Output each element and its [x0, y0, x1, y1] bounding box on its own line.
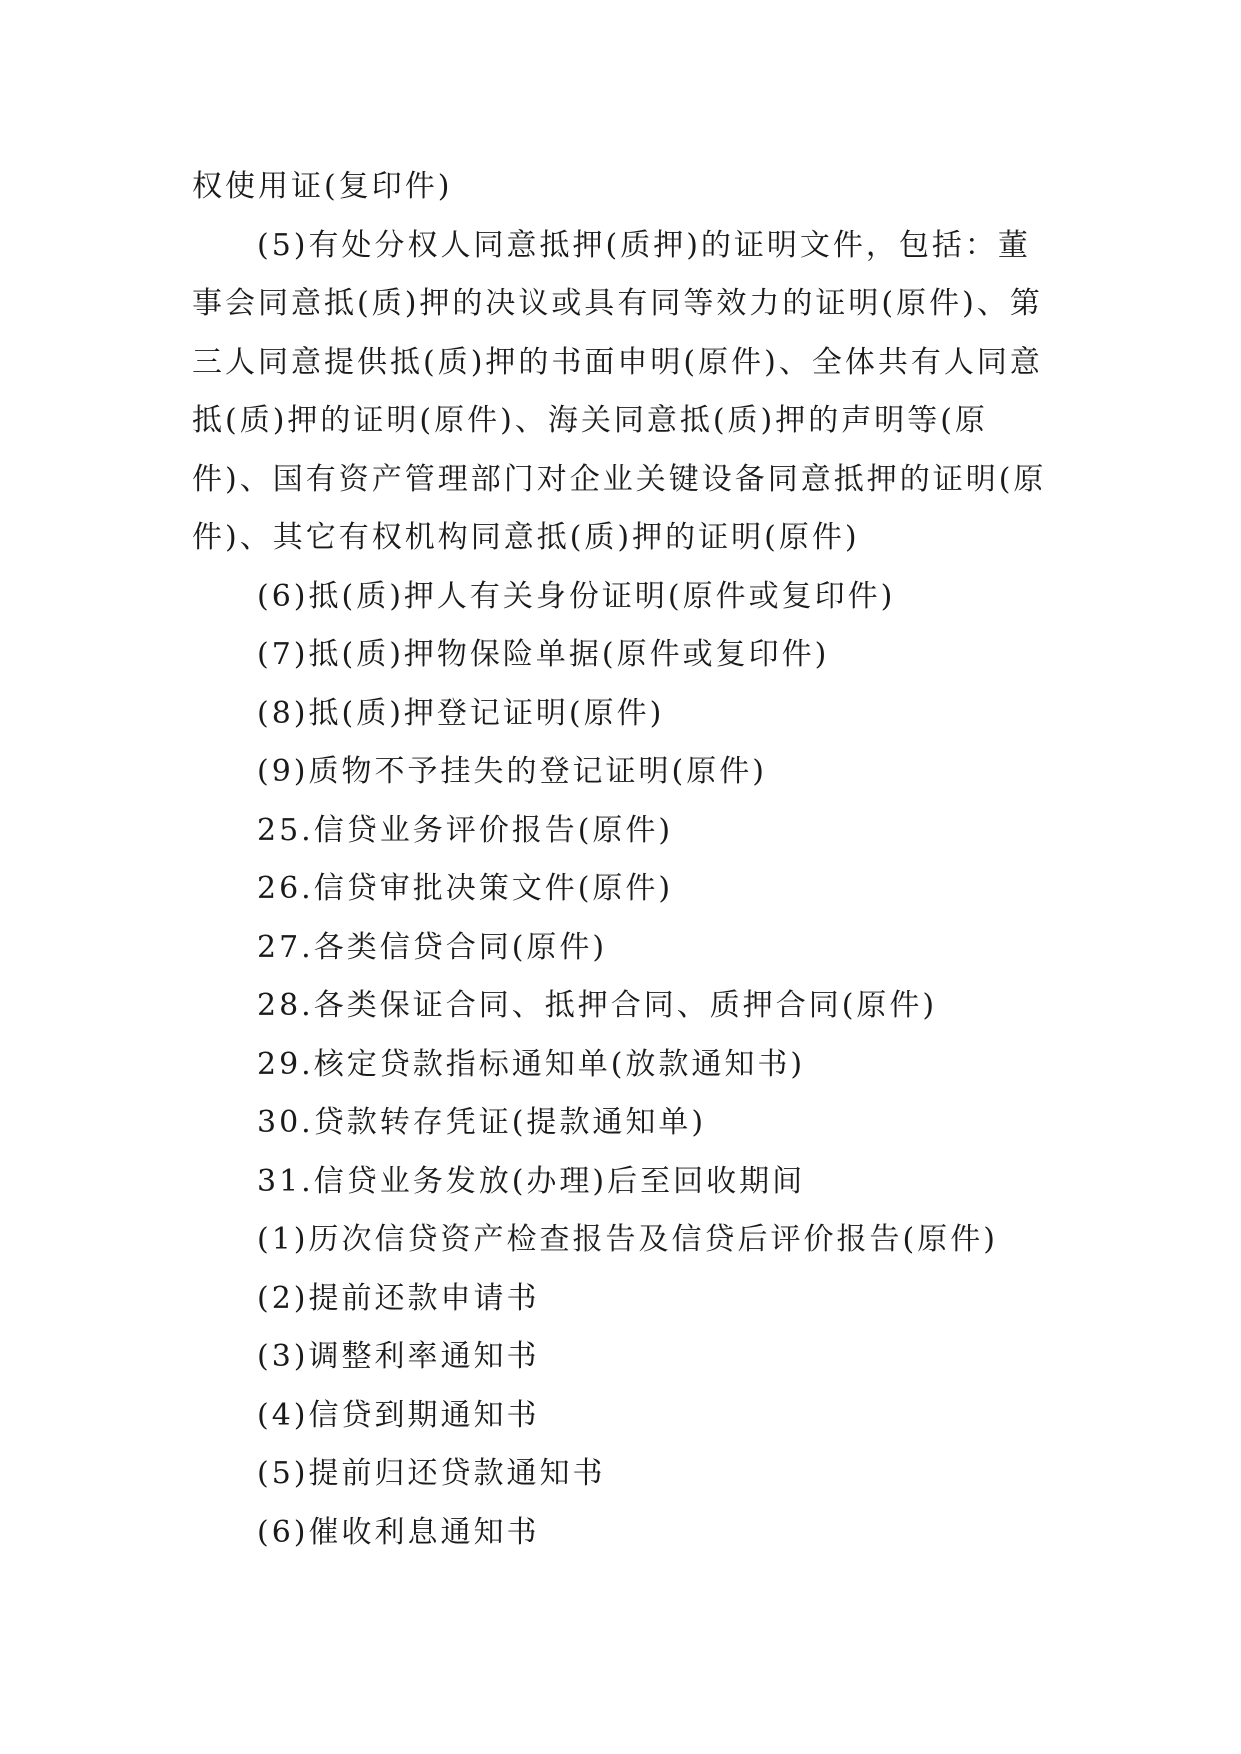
- text-line: (4)信贷到期通知书: [257, 1397, 540, 1433]
- text-line: 27.各类信贷合同(原件): [257, 929, 608, 965]
- text-line: 30.贷款转存凭证(提款通知单): [257, 1105, 707, 1140]
- text-line: (1)历次信贷资产检查报告及信贷后评价报告(原件): [257, 1222, 998, 1257]
- text-line: (3)调整利率通知书: [257, 1339, 540, 1374]
- text-line: (7)抵(质)押物保险单据(原件或复印件): [257, 637, 830, 672]
- text-line: (5)有处分权人同意抵押(质押)的证明文件，包括：董: [257, 227, 1031, 263]
- document-body: [192, 158, 1050, 1562]
- text-line: 26.信贷审批决策文件(原件): [257, 871, 674, 906]
- text-line: (6)催收利息通知书: [257, 1514, 540, 1550]
- text-line: 31.信贷业务发放(办理)后至回收期间: [257, 1163, 806, 1199]
- text-line: 29.核定贷款指标通知单(放款通知书): [257, 1046, 806, 1082]
- text-line: (5)提前归还贷款通知书: [257, 1456, 606, 1491]
- text-line: 28.各类保证合同、抵押合同、质押合同(原件): [257, 988, 938, 1023]
- text-line: (6)抵(质)押人有关身份证明(原件或复印件): [257, 578, 896, 614]
- text-line: 25.信贷业务评价报告(原件): [257, 812, 674, 848]
- text-line: 事会同意抵(质)押的决议或具有同等效力的证明(原件)、第: [192, 286, 1043, 321]
- text-line: 件)、国有资产管理部门对企业关键设备同意抵押的证明(原: [192, 461, 1047, 497]
- text-line: (2)提前还款申请书: [257, 1280, 540, 1316]
- text-line: 件)、其它有权机构同意抵(质)押的证明(原件): [192, 520, 860, 555]
- text-line: 抵(质)押的证明(原件)、海关同意抵(质)押的声明等(原: [192, 403, 988, 438]
- text-line: (9)质物不予挂失的登记证明(原件): [257, 754, 767, 789]
- text-line: 三人同意提供抵(质)押的书面申明(原件)、全体共有人同意: [192, 344, 1043, 380]
- text-line: 权使用证(复印件): [192, 169, 453, 204]
- text-line: (8)抵(质)押登记证明(原件): [257, 695, 665, 731]
